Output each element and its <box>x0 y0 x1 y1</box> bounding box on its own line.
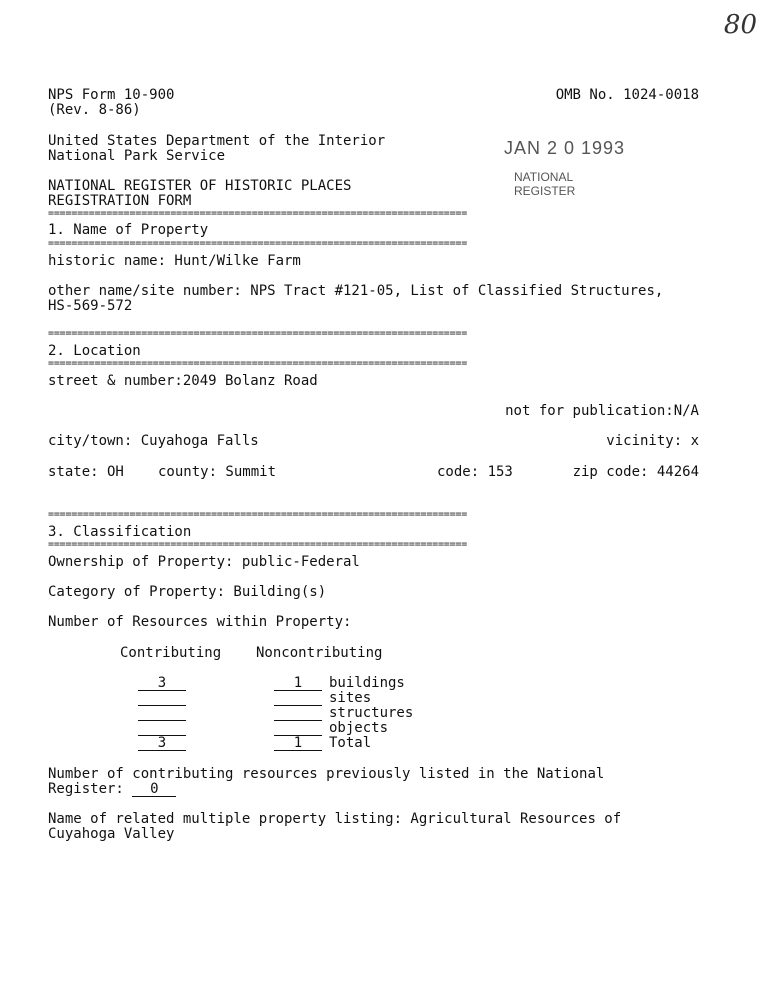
noncontributing-total-value: 1 <box>274 736 322 751</box>
received-stamp-date: JAN 2 0 1993 <box>504 138 626 158</box>
noncontributing-sites-value <box>274 691 322 706</box>
service-name: National Park Service <box>48 148 226 164</box>
number-of-resources-label: Number of Resources within Property: <box>48 614 352 630</box>
noncontributing-structures-value <box>274 706 322 721</box>
ownership: Ownership of Property: public-Federal <box>48 554 360 570</box>
form-number: NPS Form 10-900 <box>48 87 175 103</box>
row-label-structures: structures <box>329 705 414 721</box>
form-title: REGISTRATION FORM <box>48 193 192 209</box>
multiple-listing-line2: Cuyahoga Valley <box>48 826 175 842</box>
previously-listed-value: 0 <box>132 782 176 797</box>
contributing-buildings-value: 3 <box>138 676 186 691</box>
separator: ======================================================================== <box>48 541 468 549</box>
multiple-listing-line1: Name of related multiple property listing: Agricultural Resources of <box>48 811 622 827</box>
state: state: OH <box>48 464 124 480</box>
zip-code: zip code: 44264 <box>572 464 699 480</box>
previously-listed-line2 <box>48 782 176 797</box>
vicinity: vicinity: x <box>606 433 699 449</box>
separator: ======================================================================== <box>48 330 468 338</box>
contributing-buildings <box>138 676 186 691</box>
row-label-buildings: buildings <box>329 675 405 691</box>
contributing-total-value: 3 <box>138 736 186 751</box>
contributing-header: Contributing <box>120 645 222 661</box>
separator: ======================================================================== <box>48 210 468 218</box>
contributing-structures-value <box>138 706 186 721</box>
section3-heading: 3. Classification <box>48 524 192 540</box>
handwritten-page-number: 80 <box>723 10 757 40</box>
register-name: NATIONAL REGISTER OF HISTORIC PLACES <box>48 178 352 194</box>
county-code: code: 153 <box>437 464 513 480</box>
separator: ======================================================================== <box>48 511 468 519</box>
not-for-publication: not for publication:N/A <box>505 403 699 419</box>
department-name: United States Department of the Interior <box>48 133 386 149</box>
historic-name: historic name: Hunt/Wilke Farm <box>48 253 301 269</box>
contributing-total <box>138 736 186 751</box>
noncontributing-header: Noncontributing <box>256 645 383 661</box>
row-label-sites: sites <box>329 690 372 706</box>
section2-heading: 2. Location <box>48 343 141 359</box>
noncontributing-buildings <box>274 676 322 691</box>
received-stamp-line2: REGISTER <box>514 184 576 198</box>
omb-number: OMB No. 1024-0018 <box>555 87 699 103</box>
category: Category of Property: Building(s) <box>48 584 327 600</box>
other-name-line1: other name/site number: NPS Tract #121-05, List of Classified Structures, <box>48 283 664 299</box>
separator: ======================================================================== <box>48 240 468 248</box>
city-town: city/town: Cuyahoga Falls <box>48 433 259 449</box>
contributing-sites-value <box>138 691 186 706</box>
row-label-objects: objects <box>329 720 389 736</box>
county: county: Summit <box>158 464 277 480</box>
noncontributing-objects-value <box>274 721 322 736</box>
previously-listed-line1: Number of contributing resources previously listed in the National <box>48 766 605 782</box>
other-name-line2: HS-569-572 <box>48 298 133 314</box>
row-label-total: Total <box>329 735 372 751</box>
previously-listed-label: Register: <box>48 781 124 797</box>
noncontributing-buildings-value: 1 <box>274 676 322 691</box>
noncontributing-total <box>274 736 322 751</box>
form-revision: (Rev. 8-86) <box>48 102 141 118</box>
received-stamp-line1: NATIONAL <box>514 170 574 184</box>
separator: ======================================================================== <box>48 360 468 368</box>
section1-heading: 1. Name of Property <box>48 222 209 238</box>
contributing-objects-value <box>138 721 186 736</box>
street-number: street & number:2049 Bolanz Road <box>48 373 318 389</box>
